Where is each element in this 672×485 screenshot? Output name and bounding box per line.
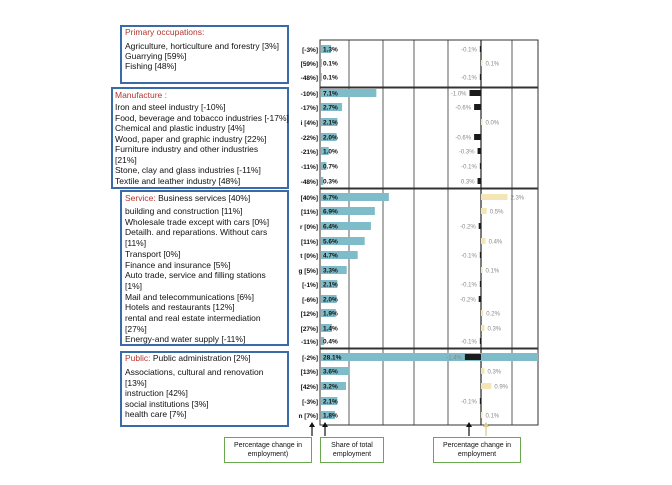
group-item-label: [11%] — [125, 238, 147, 249]
group-item-label: [13%] — [125, 377, 147, 388]
group-item-label: Associations, cultural and renovation — [125, 367, 264, 377]
pct-change-label: [59%] — [300, 61, 318, 68]
group-item-label: Iron and steel industry [-10%] — [115, 102, 226, 112]
change-label: 0.5% — [489, 209, 504, 216]
share-label: 0.1% — [323, 60, 338, 68]
share-label: 1.4% — [323, 325, 338, 333]
change-bar — [470, 90, 482, 96]
group-item-label: [1%] — [125, 280, 143, 291]
group-item-label: social institutions [3%] — [125, 398, 209, 409]
pct-change-label: -11%] — [301, 339, 318, 346]
pct-change-label: i [4%] — [300, 120, 318, 127]
group-item-label: instruction [42%] — [125, 388, 188, 398]
change-bar — [481, 368, 484, 374]
share-label: 6.9% — [323, 208, 338, 216]
share-label: 3.2% — [323, 383, 338, 391]
group-item-label: rental and real estate intermediation — [125, 313, 261, 323]
group-item-label: Hotels and restaurants [12%] — [125, 302, 235, 313]
change-label: -0.1% — [461, 282, 477, 289]
change-bar — [479, 223, 481, 229]
group-item-label: Finance and insurance [5%] — [125, 259, 231, 270]
share-label: 3.3% — [323, 267, 338, 275]
share-label: 5.6% — [323, 238, 338, 246]
group-item-label: building and construction [11%] — [125, 206, 243, 216]
change-label: -0.6% — [455, 105, 472, 112]
change-label: 0.2% — [486, 311, 500, 318]
share-bar — [321, 73, 322, 81]
pct-change-label: n [7%] — [298, 413, 318, 420]
share-label: 2.1% — [323, 119, 338, 127]
legend-pct-change-right-text: Percentage change in employment — [442, 442, 512, 458]
pct-change-label: [13%] — [300, 369, 318, 376]
pct-change-label: [11%] — [301, 239, 318, 246]
change-bar — [480, 281, 481, 287]
pct-change-label: [12%] — [300, 311, 318, 318]
pct-change-label: -11%] — [301, 164, 318, 171]
change-label: -0.1% — [461, 399, 477, 406]
share-label: 3.6% — [323, 368, 338, 376]
pct-change-label: [11%] — [301, 209, 318, 216]
share-label: 7.1% — [323, 90, 338, 98]
share-label: 8.7% — [323, 194, 338, 202]
change-bar — [481, 310, 483, 316]
group-item-label: Auto trade, service and filling stations — [125, 270, 266, 281]
pct-change-label: [-2%] — [302, 355, 318, 362]
change-label: 0.3% — [487, 326, 502, 333]
pct-change-label: -21%] — [300, 149, 318, 156]
change-label: -0.1% — [461, 339, 477, 346]
change-label: -0.1% — [461, 47, 477, 54]
pct-change-label: g [5%] — [298, 268, 318, 275]
group-item-label: [27%] — [125, 323, 147, 334]
pct-change-label: -22%] — [300, 135, 318, 142]
change-bar — [465, 354, 481, 360]
change-bar — [481, 119, 483, 125]
group-title: Service: Business services [40%] — [125, 193, 251, 203]
change-label: 0.9% — [494, 384, 509, 391]
share-label: 4.7% — [323, 252, 338, 260]
share-label: 0.1% — [323, 74, 338, 82]
change-bar — [481, 325, 484, 331]
group-item-label: Chemical and plastic industry [4%] — [115, 123, 245, 133]
change-bar — [480, 74, 481, 80]
pct-change-label: [-3%] — [302, 47, 318, 54]
change-bar — [481, 194, 507, 200]
grid-frame-1 — [320, 88, 538, 188]
legend-pct-change-text: Percentage change in employment) — [233, 442, 303, 458]
pct-change-label: r [0%] — [299, 224, 318, 231]
change-bar — [480, 163, 481, 169]
group-item-label: Mail and telecommunications [6%] — [125, 291, 254, 302]
change-label: -1.4% — [446, 355, 462, 362]
group-item-label: Furniture industry and other industries — [115, 144, 259, 154]
pct-change-label: [-6%] — [302, 297, 318, 304]
change-bar — [480, 252, 481, 258]
share-label: 2.1% — [323, 281, 338, 289]
change-bar — [481, 208, 487, 214]
change-bar — [474, 134, 481, 140]
pct-change-label: -17%] — [300, 105, 318, 112]
change-bar — [481, 412, 483, 418]
legend-share-text: Share of total employment — [331, 442, 373, 458]
change-label: -1.0% — [450, 91, 467, 98]
share-label: 6.4% — [323, 223, 338, 231]
change-label: -0.1% — [461, 253, 477, 260]
change-bar — [478, 178, 481, 184]
group-item-label: Textile and leather industry [48%] — [115, 175, 241, 186]
group-title: Manufacture : — [115, 90, 167, 100]
pct-change-label: [-1%] — [302, 282, 318, 289]
arrow-pct-change-head — [309, 422, 315, 427]
share-label: 0.7% — [323, 163, 338, 171]
change-bar — [481, 383, 491, 389]
change-label: 0.0% — [485, 120, 500, 127]
change-label: 0.4% — [488, 239, 503, 246]
group-item-label: Food, beverage and tobacco industries [-17%] — [115, 112, 289, 123]
share-label: 2.0% — [323, 296, 338, 304]
share-label: 0.3% — [323, 178, 338, 186]
change-bar — [478, 148, 481, 154]
change-label: 0.3% — [460, 179, 475, 186]
group-item-label: Fishing [48%] — [125, 61, 177, 71]
change-label: -0.6% — [455, 135, 472, 142]
change-bar — [480, 46, 481, 52]
share-label: 1.0% — [323, 148, 338, 156]
change-label: -0.1% — [461, 75, 477, 82]
group-item-label: health care [7%] — [125, 409, 187, 419]
share-bar — [321, 59, 322, 67]
change-label: -0.2% — [460, 297, 476, 304]
pct-change-label: [27%] — [300, 326, 318, 333]
share-label: 2.0% — [323, 134, 338, 142]
grid-frame-0 — [320, 40, 538, 87]
share-label: 2.7% — [323, 104, 338, 112]
share-bar — [321, 353, 538, 361]
group-item-label: [21%] — [115, 154, 137, 165]
change-bar — [480, 398, 481, 404]
change-label: 0.1% — [485, 268, 500, 275]
share-label: 1.8% — [323, 412, 338, 420]
change-label: -0.3% — [458, 149, 475, 156]
change-bar — [481, 238, 486, 244]
change-bar — [479, 296, 481, 302]
share-label: 0.4% — [323, 338, 338, 346]
change-bar — [481, 267, 483, 273]
share-label: 28.1% — [323, 354, 342, 362]
change-label: -0.2% — [460, 224, 476, 231]
group-title: Primary occupations: — [125, 27, 205, 37]
change-label: 0.1% — [485, 61, 500, 68]
legend-share — [320, 437, 384, 463]
pct-change-label: -10%] — [300, 91, 318, 98]
share-label: 2.1% — [323, 398, 338, 406]
change-label: 0.3% — [487, 369, 502, 376]
change-label: 2.3% — [510, 195, 525, 202]
pct-change-label: [40%] — [300, 195, 318, 202]
pct-change-label: -48%] — [300, 75, 318, 82]
change-label: 0.1% — [485, 413, 500, 420]
group-item-label: Wood, paper and graphic industry [22%] — [115, 133, 267, 144]
share-label: 1.9% — [323, 310, 338, 318]
change-bar — [474, 104, 481, 110]
pct-change-label: [-3%] — [302, 399, 318, 406]
change-bar — [480, 338, 481, 344]
change-bar — [481, 60, 483, 66]
group-item-label: Transport [0%] — [125, 248, 181, 259]
legend-pct-change-right — [433, 437, 521, 463]
legend-pct-change — [224, 437, 312, 463]
group-item-label: Stone, clay and glass industries [-11%] — [115, 165, 261, 175]
group-item-label: Wholesale trade except with cars [0%] — [125, 216, 270, 227]
group-item-label: Agriculture, horticulture and forestry [3%] — [125, 41, 280, 51]
group-item-label: Detailh. and reparations. Without cars — [125, 227, 268, 238]
share-label: 1.3% — [323, 46, 338, 54]
group-item-label: Energy-and water supply [-11%] — [125, 334, 246, 345]
group-item-label: Guarrying [59%] — [125, 51, 187, 61]
group-title: Public: Public administration [2%] — [125, 353, 251, 363]
pct-change-label: -48%] — [300, 179, 318, 186]
pct-change-label: t [0%] — [300, 253, 318, 260]
pct-change-label: [42%] — [300, 384, 318, 391]
change-label: -0.1% — [461, 164, 477, 171]
